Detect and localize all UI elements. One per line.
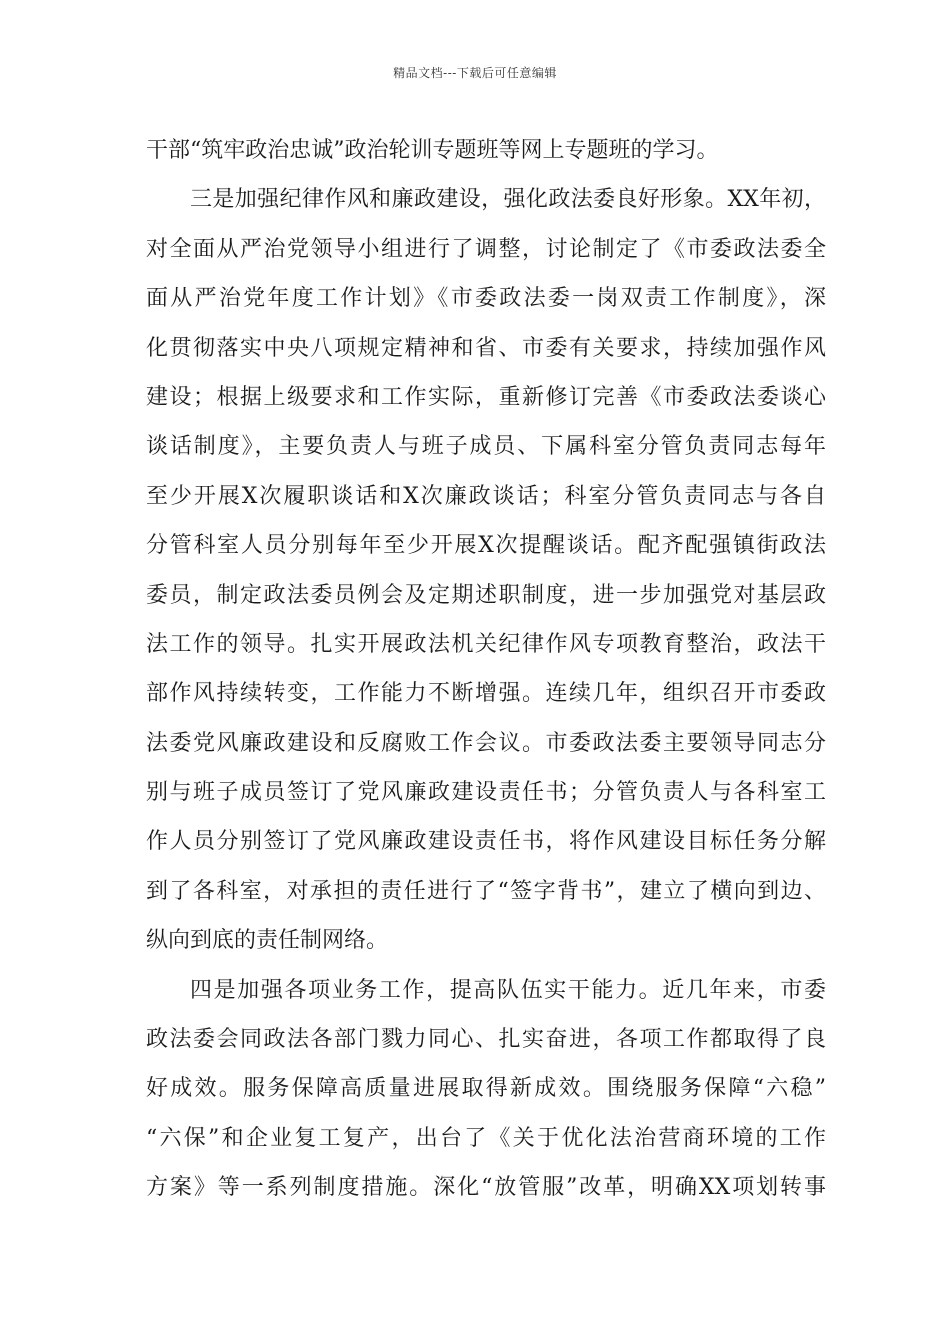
text-line: 化贯彻落实中央八项规定精神和省、市委有关要求，持续加强作风: [146, 335, 826, 361]
text-line: 干部“筑牢政治忠诚”政治轮训专题班等网上专题班的学习。: [146, 138, 719, 163]
text-line: 分管科室人员分别每年至少开展X次提醒谈话。配齐配强镇街政法: [146, 533, 826, 559]
text-line: 法工作的领导。扎实开展政法机关纪律作风专项教育整治，政法干: [146, 631, 826, 657]
text-line: 建设；根据上级要求和工作实际，重新修订完善《市委政法委谈心: [146, 384, 826, 410]
text-line: “六保”和企业复工复产，出台了《关于优化法治营商环境的工作: [146, 1125, 826, 1151]
text-line: 方案》等一系列制度措施。深化“放管服”改革，明确XX项划转事: [146, 1175, 826, 1201]
paragraph-start-line: 四是加强各项业务工作，提高队伍实干能力。近几年来，市委: [190, 977, 826, 1003]
text-line: 别与班子成员签订了党风廉政建设责任书；分管负责人与各科室工: [146, 780, 826, 806]
paragraph-end-line: 纵向到底的责任制网络。: [146, 928, 389, 954]
text-line: 好成效。服务保障高质量进展取得新成效。围绕服务保障“六稳”: [146, 1076, 826, 1102]
text-line: 对全面从严治党领导小组进行了调整，讨论制定了《市委政法委全: [146, 236, 826, 262]
text-line: 委员，制定政法委员例会及定期述职制度，进一步加强党对基层政: [146, 582, 826, 608]
text-line: 部作风持续转变，工作能力不断增强。连续几年，组织召开市委政: [146, 681, 826, 707]
text-line: 法委党风廉政建设和反腐败工作会议。市委政法委主要领导同志分: [146, 730, 826, 756]
document-body: [146, 126, 826, 1213]
paragraph-start-line: 三是加强纪律作风和廉政建设，强化政法委良好形象。XX年初，: [190, 187, 826, 213]
text-line: 政法委会同政法各部门戮力同心、扎实奋进，各项工作都取得了良: [146, 1027, 826, 1053]
text-line: 谈话制度》，主要负责人与班子成员、下属科室分管负责同志每年: [146, 434, 826, 460]
text-line: 至少开展X次履职谈话和X次廉政谈话；科室分管负责同志与各自: [146, 483, 826, 509]
text-line: 到了各科室，对承担的责任进行了“签字背书”，建立了横向到边、: [146, 878, 826, 904]
page-header: 精品文档---下载后可任意编辑: [393, 66, 557, 80]
text-line: 作人员分别签订了党风廉政建设责任书，将作风建设目标任务分解: [146, 829, 826, 855]
text-line: 面从严治党年度工作计划》《市委政法委一岗双责工作制度》，深: [146, 286, 826, 312]
